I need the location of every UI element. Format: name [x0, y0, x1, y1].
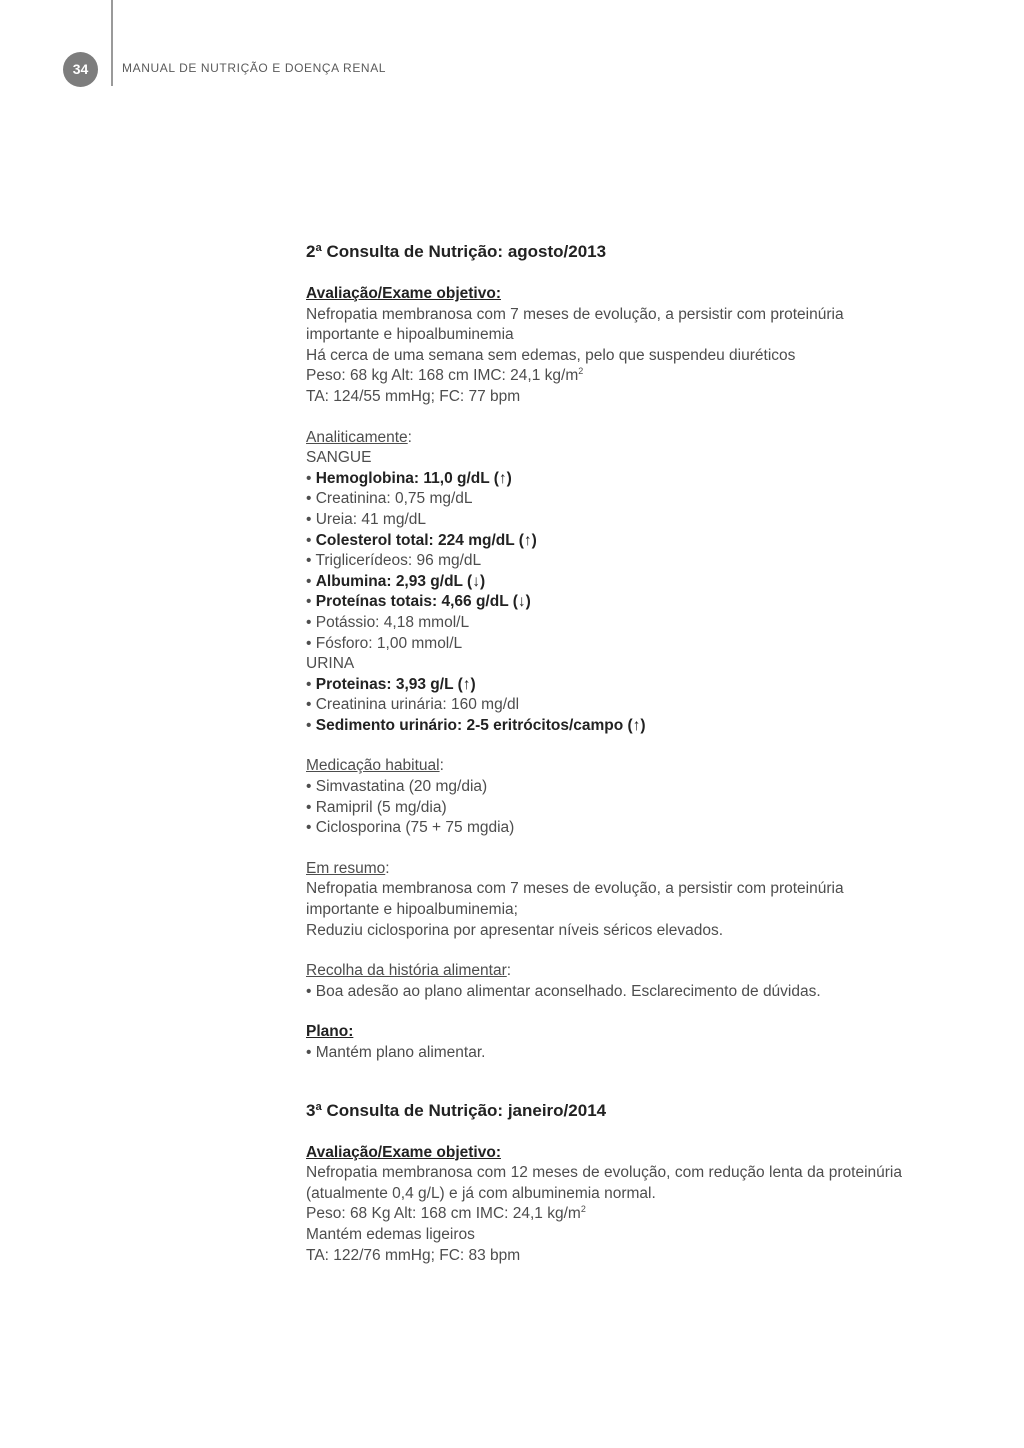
consult3-assessment-heading: Avaliação/Exame objetivo: — [306, 1143, 501, 1161]
blood-item-albumin: • Albumina: 2,93 g/dL (↓) — [306, 572, 902, 593]
consult2-summary — [306, 859, 902, 941]
consult2-weight-sup: 2 — [578, 366, 584, 377]
blood-item-triglycerides: • Triglicerídeos: 96 mg/dL — [306, 551, 902, 572]
history-heading-line: Recolha da história alimentar: — [306, 962, 512, 980]
consult2-assessment — [306, 284, 902, 408]
consult2-lab-heading: Analiticamente — [306, 428, 408, 446]
urine-item-creatinine: • Creatinina urinária: 160 mg/dl — [306, 695, 902, 716]
history-item: • Boa adesão ao plano alimentar aconselhado. Esclarecimento de dúvidas. — [306, 982, 902, 1003]
history-heading: Recolha da história alimentar — [306, 962, 507, 980]
blood-item-cholesterol: • Colesterol total: 224 mg/dL (↑) — [306, 531, 902, 552]
consult3-weight-text: Peso: 68 Kg Alt: 168 cm IMC: 24,1 kg/m — [306, 1205, 581, 1223]
consult3-title: 3ª Consulta de Nutrição: janeiro/2014 — [306, 1100, 607, 1120]
consult2-plan — [306, 1022, 902, 1063]
medication-item: • Ciclosporina (75 + 75 mgdia) — [306, 818, 902, 839]
blood-list — [306, 469, 902, 654]
summary-heading-line: Em resumo: — [306, 859, 390, 877]
summary-text: Nefropatia membranosa com 7 meses de evolução, a persistir com proteinúria importante e hipoalbuminemia; — [306, 880, 844, 919]
consult2-weight-text: Peso: 68 kg Alt: 168 cm IMC: 24,1 kg/m — [306, 367, 579, 385]
consult2-history — [306, 961, 902, 1002]
consult3-ta-text: TA: 122/76 mmHg; FC: 83 bpm — [306, 1246, 521, 1264]
consult2-edema-text: Há cerca de uma semana sem edemas, pelo que suspendeu diuréticos — [306, 346, 796, 364]
blood-item-urea: • Ureia: 41 mg/dL — [306, 510, 902, 531]
page-number-badge: 34 — [63, 52, 98, 87]
medication-item: • Simvastatina (20 mg/dia) — [306, 777, 902, 798]
consult3-assessment — [306, 1143, 902, 1267]
consult2-title: 2ª Consulta de Nutrição: agosto/2013 — [306, 242, 607, 261]
urine-list — [306, 675, 902, 737]
consult2-assessment-heading: Avaliação/Exame objetivo: — [306, 285, 501, 302]
urine-item-sediment: • Sedimento urinário: 2-5 eritrócitos/campo (↑) — [306, 716, 902, 737]
blood-item-creatinine: • Creatinina: 0,75 mg/dL — [306, 489, 902, 510]
blood-item-potassium: • Potássio: 4,18 mmol/L — [306, 613, 902, 634]
consult2-lab-heading-line: Analiticamente: — [306, 428, 412, 446]
plan-heading: Plano: — [306, 1023, 354, 1041]
summary-heading: Em resumo — [306, 859, 386, 877]
blood-item-total-proteins: • Proteínas totais: 4,66 g/dL (↓) — [306, 592, 902, 613]
consult3-weight-line — [306, 1204, 902, 1225]
blood-item-hemoglobin: • Hemoglobina: 11,0 g/dL (↑) — [306, 469, 902, 490]
blood-label: SANGUE — [306, 449, 372, 467]
consult3-edema-text: Mantém edemas ligeiros — [306, 1225, 475, 1243]
blood-item-phosphorus: • Fósforo: 1,00 mmol/L — [306, 634, 902, 655]
running-header-title: MANUAL DE NUTRIÇÃO E DOENÇA RENAL — [122, 61, 387, 75]
summary-text-2: Reduziu ciclosporina por apresentar níveis séricos elevados. — [306, 921, 723, 939]
header-divider — [111, 0, 113, 86]
plan-list — [306, 1043, 902, 1064]
consult2-weight-line — [306, 366, 902, 387]
medication-item: • Ramipril (5 mg/dia) — [306, 798, 902, 819]
consult2-ta-text: TA: 124/55 mmHg; FC: 77 bpm — [306, 387, 521, 405]
history-list — [306, 982, 902, 1003]
consult3-weight-sup: 2 — [580, 1204, 586, 1215]
consult2-assessment-text: Nefropatia membranosa com 7 meses de evolução, a persistir com proteinúria importante e hipoalbuminemia — [306, 305, 844, 344]
consult3-assessment-text: Nefropatia membranosa com 12 meses de evolução, com redução lenta da proteinúria (atualmente 0,4 g/L) e já com albuminemia normal. — [306, 1164, 902, 1202]
plan-item: • Mantém plano alimentar. — [306, 1043, 902, 1064]
medication-list — [306, 777, 902, 839]
consult2-labs — [306, 428, 902, 737]
page-content — [306, 240, 902, 1266]
urine-label: URINA — [306, 655, 355, 673]
consult2-medication — [306, 756, 902, 838]
medication-heading: Medicação habitual — [306, 757, 440, 775]
urine-item-proteins: • Proteinas: 3,93 g/L (↑) — [306, 675, 902, 696]
medication-heading-line: Medicação habitual: — [306, 757, 444, 775]
